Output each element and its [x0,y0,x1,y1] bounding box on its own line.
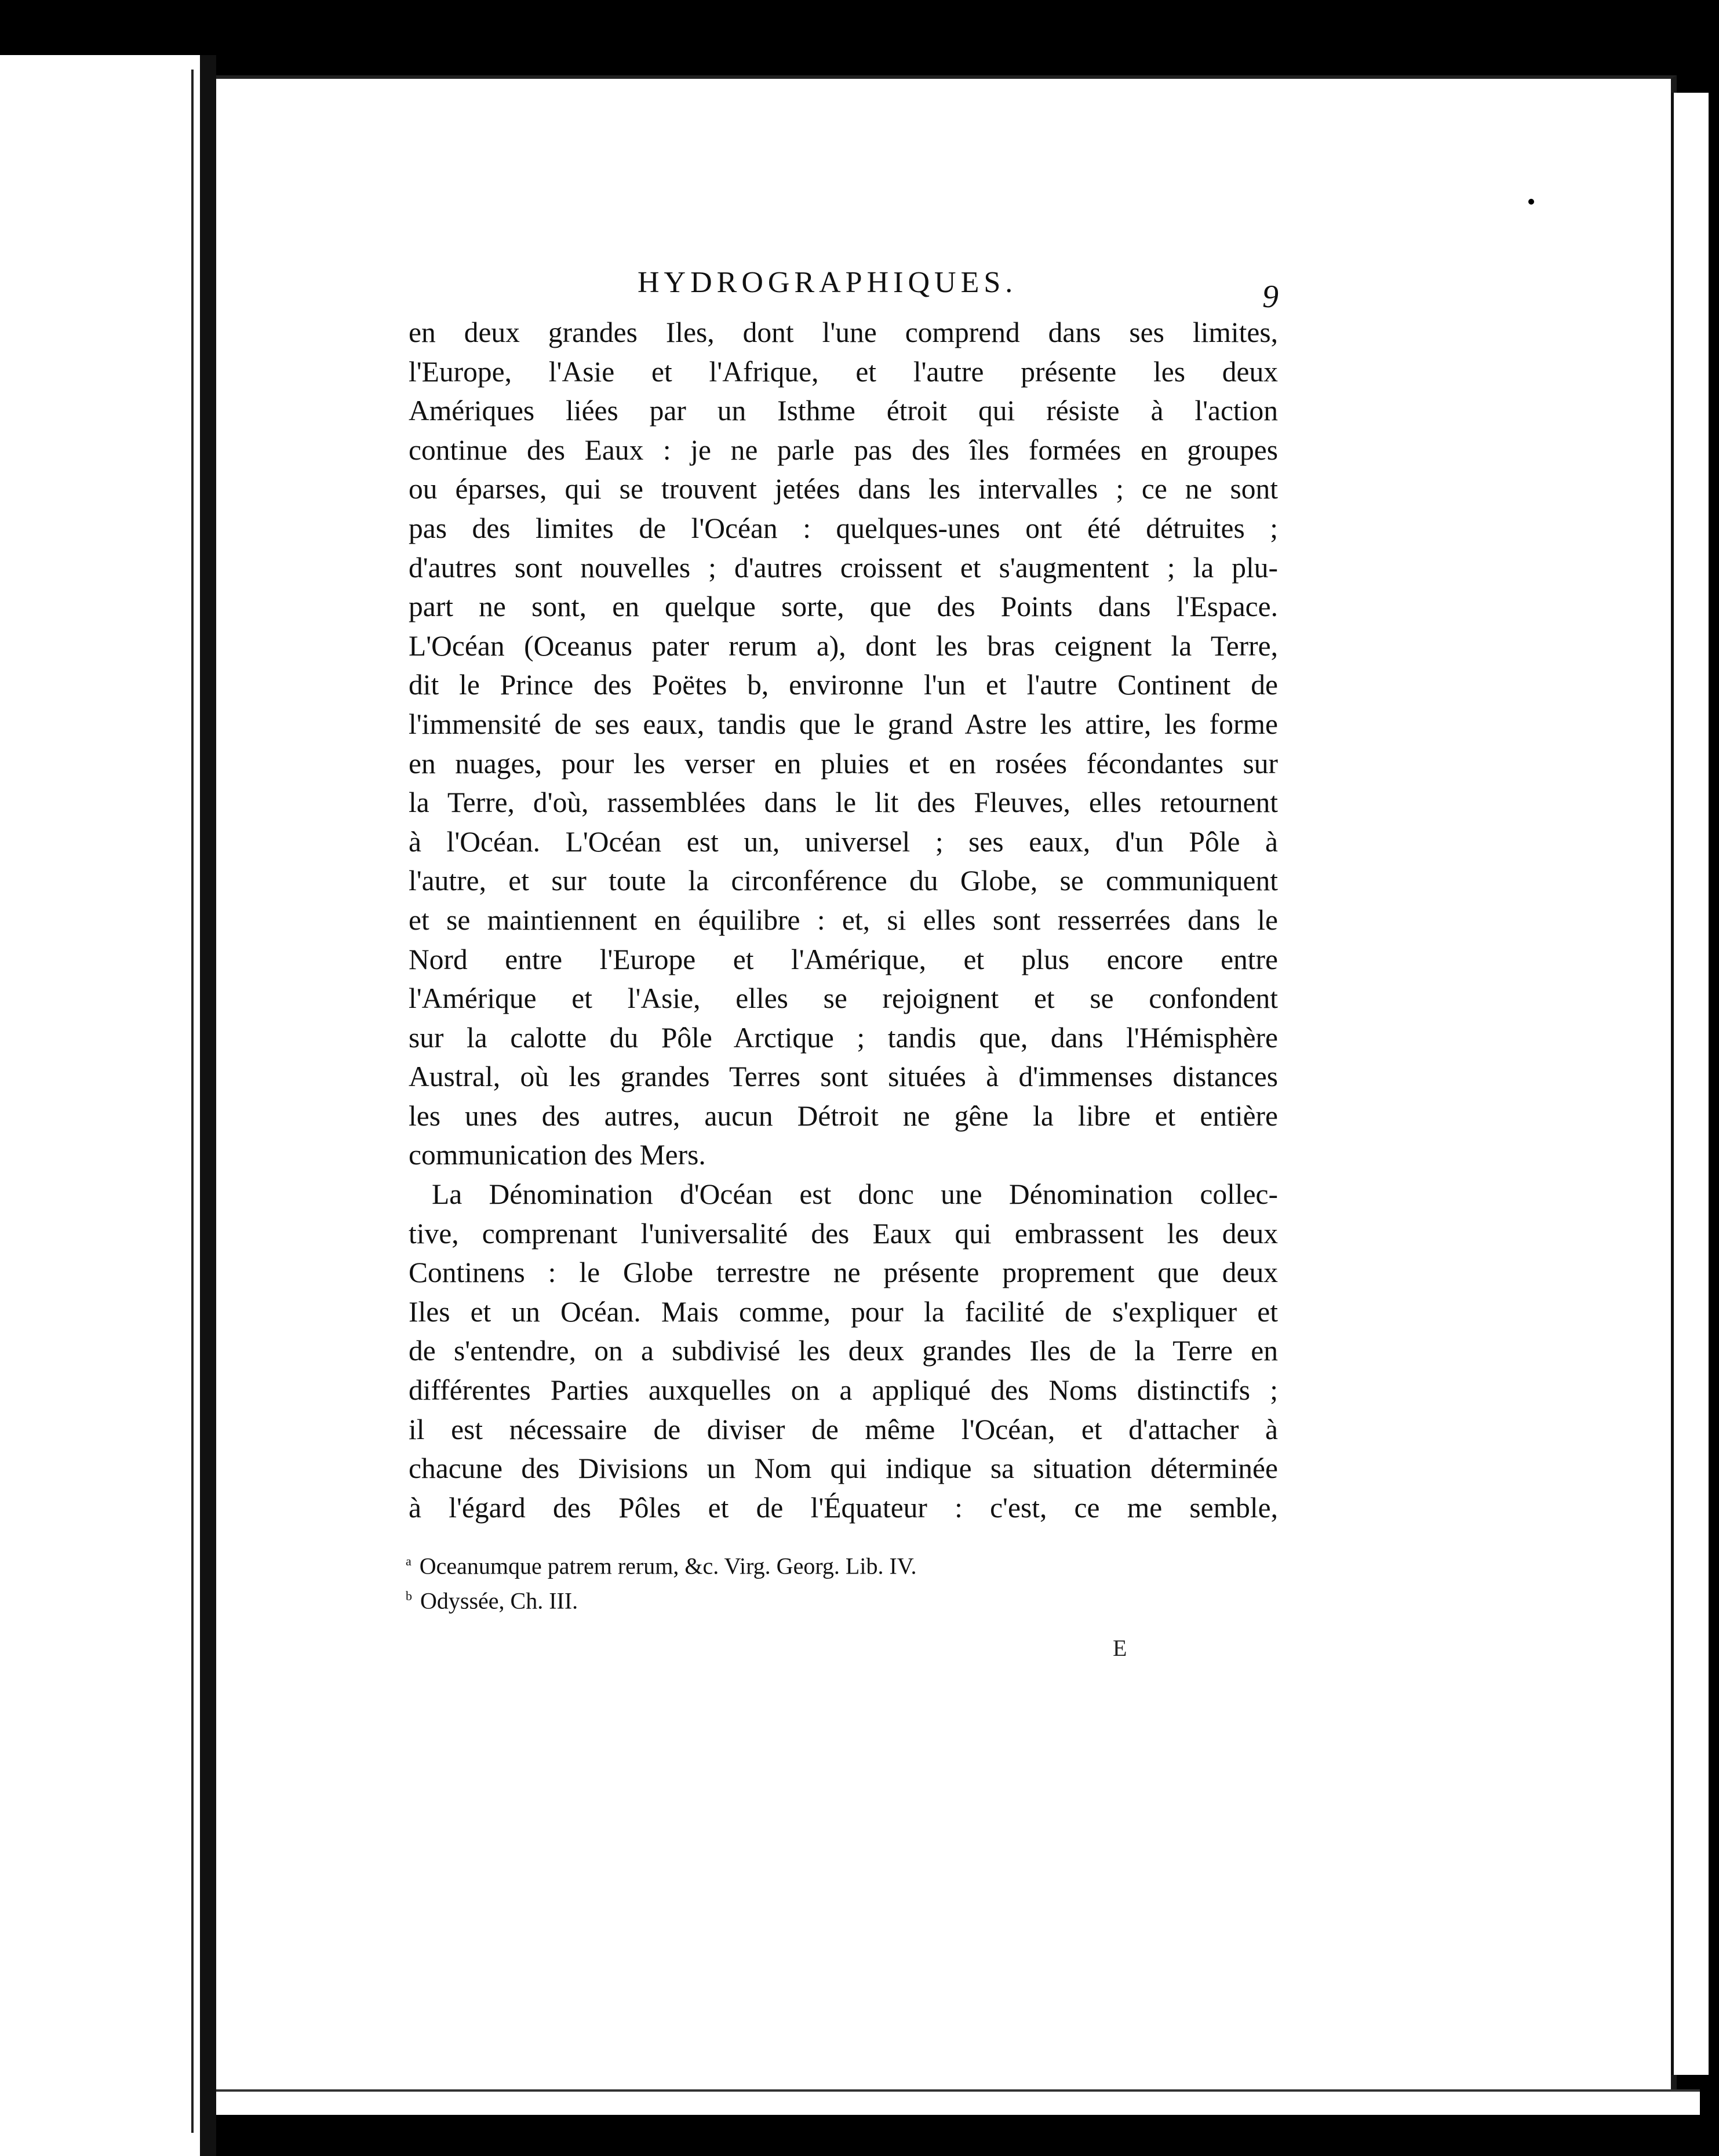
text-line: tive, comprenant l'universalité des Eaux qui embrassent les deux [409,1217,1278,1250]
text-line: l'Amérique et l'Asie, elles se rejoignent et se confondent [409,982,1278,1015]
text-line: Nord entre l'Europe et l'Amérique, et plus encore entre [409,943,1278,975]
book-gutter [200,55,216,2156]
text-line: Amériques liées par un Isthme étroit qui résiste à l'action [409,395,1278,427]
page-number: 9 [1262,279,1279,315]
text-line: de s'entendre, on a subdivisé les deux grandes Iles de la Terre en [409,1335,1278,1367]
running-title: HYDROGRAPHIQUES. [638,266,1018,299]
text-line: dit le Prince des Poëtes b, environne l'un et l'autre Continent de [409,669,1278,701]
footnote-mark: a [406,1554,411,1568]
text-line: chacune des Divisions un Nom qui indique sa situation déterminée [409,1452,1278,1485]
footnote-text: Oceanumque patrem rerum, &c. Virg. Georg. Lib. IV. [419,1553,917,1579]
text-line: pas des limites de l'Océan : quelques-unes ont été détruites ; [409,512,1278,544]
text-line: en nuages, pour les verser en pluies et en rosées fécondantes sur [409,747,1278,780]
footnote-text: Odyssée, Ch. III. [420,1587,578,1614]
text-line: communication des Mers. [409,1139,706,1171]
text-line: Austral, où les grandes Terres sont situées à d'immenses distances [409,1061,1278,1093]
signature-mark: E [1113,1635,1127,1661]
text-line: les unes des autres, aucun Détroit ne gêne la libre et entière [409,1099,1278,1132]
text-line: l'immensité de ses eaux, tandis que le grand Astre les attire, les forme [409,708,1278,740]
text-line: à l'égard des Pôles et de l'Équateur : c'est, ce me semble, [409,1491,1278,1524]
text-line: et se maintiennent en équilibre : et, si elles sont resserrées dans le [409,904,1278,936]
text-line: sur la calotte du Pôle Arctique ; tandis que, dans l'Hémisphère [409,1021,1278,1054]
footnote-mark: b [406,1589,412,1604]
text-line: Iles et un Océan. Mais comme, pour la facilité de s'expliquer et [409,1295,1278,1328]
body-text [409,313,1278,1527]
text-line: L'Océan (Oceanus pater rerum a), dont les bras ceignent la Terre, [409,629,1278,662]
text-line: l'Europe, l'Asie et l'Afrique, et l'autre présente les deux [409,355,1278,388]
text-line: continue des Eaux : je ne parle pas des îles formées en groupes [409,434,1278,466]
text-line: la Terre, d'où, rassemblées dans le lit des Fleuves, elles retournent [409,786,1278,819]
right-page-edge [1671,93,1709,2075]
ink-spot [1528,199,1534,205]
left-page-leaf [0,55,205,2156]
bottom-page-edge [216,2089,1700,2115]
footnote [406,1546,1101,1581]
text-line: part ne sont, en quelque sorte, que des Points dans l'Espace. [409,591,1278,623]
text-line: Continens : le Globe terrestre ne présente proprement que deux [409,1257,1278,1289]
text-line: ou éparses, qui se trouvent jetées dans les intervalles ; ce ne sont [409,473,1278,505]
text-line: à l'Océan. L'Océan est un, universel ; ses eaux, d'un Pôle à [409,825,1278,858]
text-line: en deux grandes Iles, dont l'une comprend dans ses limites, [409,316,1278,348]
text-line: l'autre, et sur toute la circonférence du Globe, se communiquent [409,865,1278,897]
text-line: La Dénomination d'Océan est donc une Dénomination collec- [432,1178,1278,1211]
footnotes [406,1546,1101,1616]
text-line: d'autres sont nouvelles ; d'autres croissent et s'augmentent ; la plu- [409,551,1278,584]
footnote [406,1581,1101,1616]
text-line: il est nécessaire de diviser de même l'Océan, et d'attacher à [409,1413,1278,1445]
text-line: différentes Parties auxquelles on a appliqué des Noms distinctifs ; [409,1374,1278,1407]
